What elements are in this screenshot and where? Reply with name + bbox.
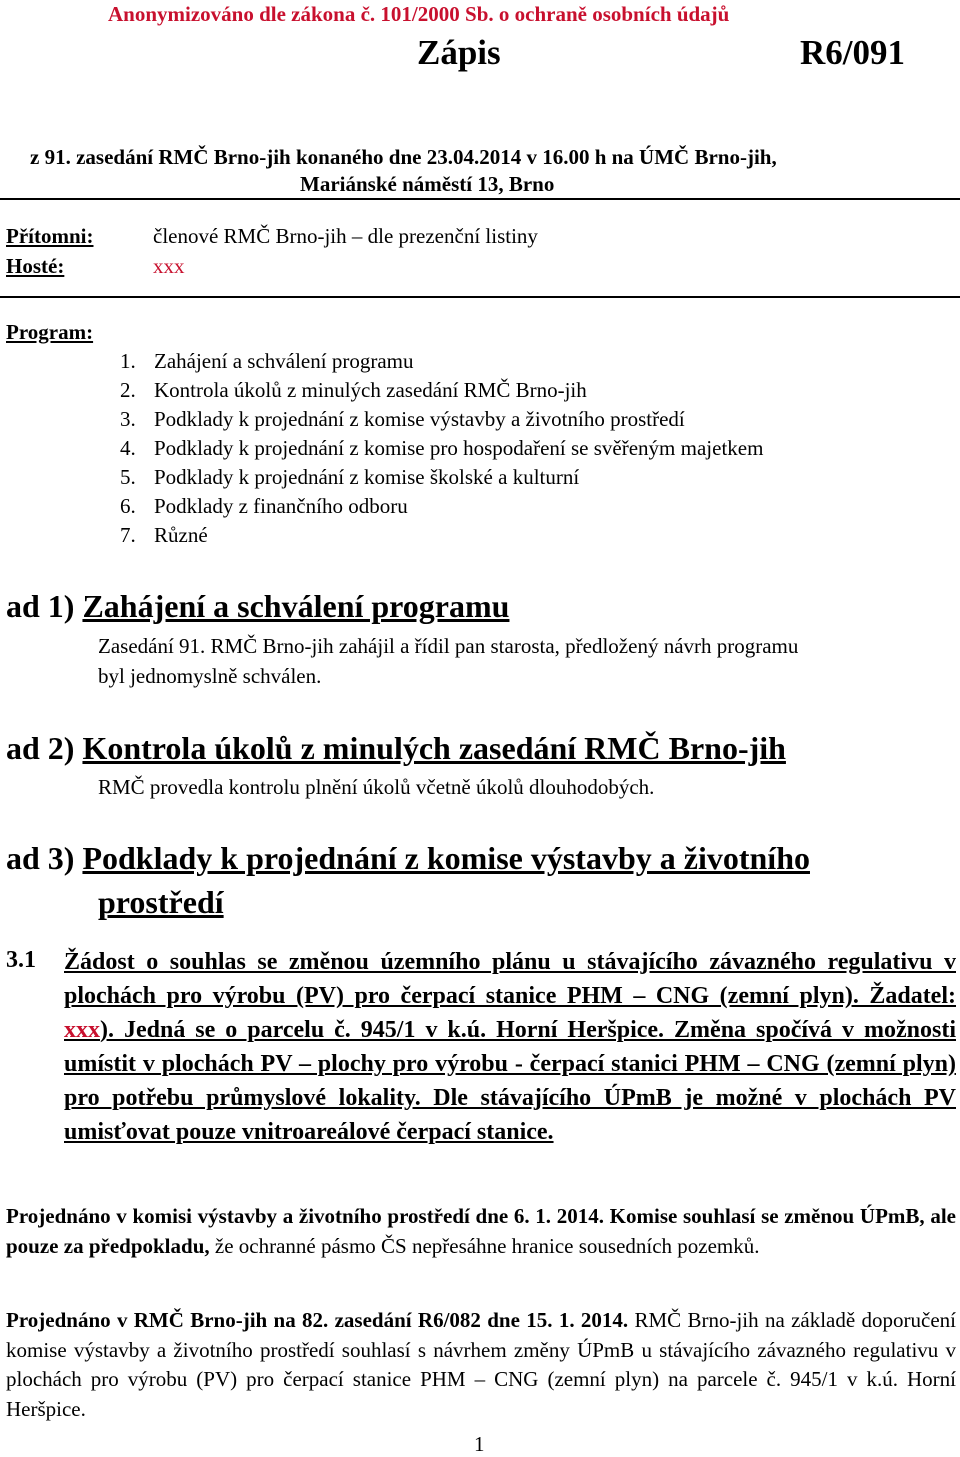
program-item: 2. Kontrola úkolů z minulých zasedání RMČ Brno-jih xyxy=(120,378,587,402)
item-3-1-number: 3.1 xyxy=(6,947,36,973)
page-number: 1 xyxy=(474,1432,485,1456)
guests-value: xxx xyxy=(153,254,185,278)
section-ad3-heading-cont: prostředí xyxy=(98,884,224,920)
section-ad1-text: Zasedání 91. RMČ Brno-jih zahájil a řídil pan starosta, předložený návrh programu byl jednomyslně schválen. xyxy=(98,634,799,688)
guests-label: Hosté: xyxy=(6,254,65,278)
section-ad3-heading: ad 3) Podklady k projednání z komise výstavby a životního xyxy=(6,840,810,876)
program-item: 1. Zahájení a schválení programu xyxy=(120,349,414,373)
anonymization-notice: Anonymizováno dle zákona č. 101/2000 Sb. o ochraně osobních údajů xyxy=(108,2,730,26)
document-title: Zápis xyxy=(417,33,501,72)
program-item: 4. Podklady k projednání z komise pro hospodaření se svěřeným majetkem xyxy=(120,436,764,460)
section-ad2-heading: ad 2) Kontrola úkolů z minulých zasedání RMČ Brno-jih xyxy=(6,730,786,766)
program-item: 3. Podklady k projednání z komise výstavby a životního prostředí xyxy=(120,407,685,431)
section-ad2-text: RMČ provedla kontrolu plnění úkolů včetně úkolů dlouhodobých. xyxy=(98,775,655,799)
sitting-info-line1: z 91. zasedání RMČ Brno-jih konaného dne 23.04.2014 v 16.00 h na ÚMČ Brno-jih, xyxy=(30,145,777,169)
program-label: Program: xyxy=(6,320,94,344)
council-paragraph: Projednáno v RMČ Brno-jih na 82. zasedání R6/082 dne 15. 1. 2014. RMČ Brno-jih na základě doporučení komise výstavby a životního prostředí souhlasí s návrhem změny ÚPmB u stávajícího závazného regulativu v plochách pro výrobu (PV) pro čerpací stanice PHM – CNG (zemní plyn) na parcele č. 945/1 v k.ú. Horní Heršpice. xyxy=(6,1308,956,1421)
program-item: 5. Podklady k projednání z komise školské a kulturní xyxy=(120,465,580,489)
sitting-info-line2: Mariánské náměstí 13, Brno xyxy=(300,172,555,196)
present-label: Přítomni: xyxy=(6,224,94,248)
commission-paragraph: Projednáno v komisi výstavby a životního prostředí dne 6. 1. 2014. Komise souhlasí se změnou ÚPmB, ale pouze za předpokladu, že ochranné pásmo ČS nepřesáhne hranice sousedních pozemků. xyxy=(6,1204,956,1258)
program-item: 7. Různé xyxy=(120,523,208,547)
applicant-name: xxx xyxy=(64,1017,100,1043)
attendance-divider xyxy=(0,296,960,298)
program-item: 6. Podklady z finančního odboru xyxy=(120,494,408,518)
section-ad1-heading: ad 1) Zahájení a schválení programu xyxy=(6,588,510,624)
item-3-1-text: Žádost o souhlas se změnou územního plánu u stávajícího závazného regulativu v plochách pro výrobu (PV) pro čerpací stanice PHM – CNG (zemní plyn). Žadatel: xxx). Jedná se o parcelu č. 945/1 v k.ú. Horní Heršpice. Změna spočívá v možnosti umístit v plochách PV – plochy pro výrobu - čerpací stanici PHM – CNG (zemní plyn) pro potřebu průmyslové lokality. Dle stávajícího ÚPmB je možné v plochách PV umisťovat pouze vnitroareálové čerpací stanice. xyxy=(64,949,956,1145)
header-divider xyxy=(0,198,960,200)
present-value: členové RMČ Brno-jih – dle prezenční listiny xyxy=(153,224,538,248)
document-number: R6/091 xyxy=(800,33,905,72)
